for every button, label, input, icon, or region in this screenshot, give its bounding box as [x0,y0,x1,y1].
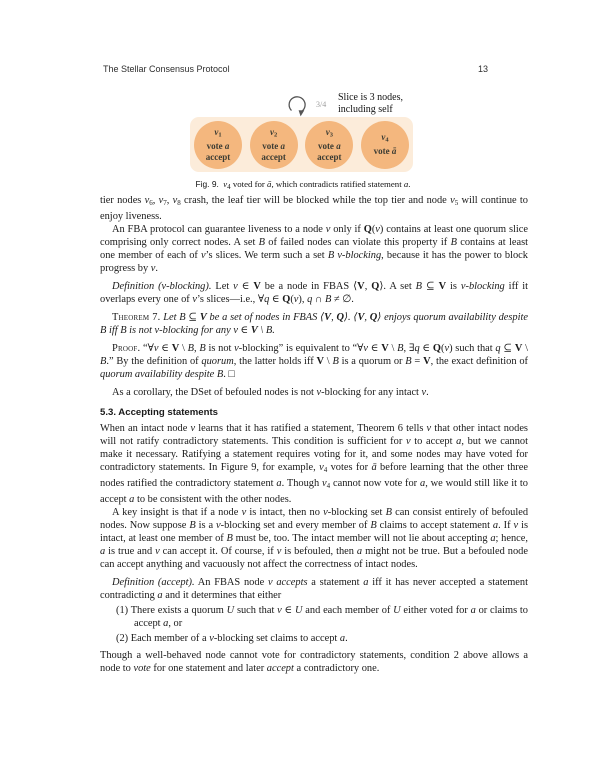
node-state-line: accept [261,151,286,162]
slice-threshold-label: 3/4 [316,100,327,109]
node-state-line: vote ā [373,146,397,157]
list-item-number: (2) [116,633,129,644]
list-item: (2) Each member of a v-blocking set claims to accept a. [116,633,348,644]
node-label: $v_1$ [214,127,222,139]
node-state-line: vote a [206,141,230,151]
validator-node [194,121,242,169]
section-heading: 5.3. Accepting statements [100,407,219,418]
node-state-line: vote a [317,141,341,151]
body-text-column [100,194,528,675]
paragraph: A key insight is that if a node v is intact, then no v-blocking set B can consist entirely of befouled nodes. Now suppose B is a v-blocking set and every member of B claims to accept statement a. If v is intact, at least one member of B must be, too. The intact member will not lie about accepting a; hence, a is true and v can accept it. Of course, if v is befouled, then a might not be true. But a befouled node can accept anything and vacuously not affect the correctness of intact nodes. [100,507,529,570]
validator-node [250,121,298,169]
running-header [103,64,530,76]
paragraph: Proof. “∀v ∈ V \ B, B is not v-blocking” is equivalent to “∀v ∈ V \ B, ∃q ∈ Q(v) such that q ⊆ V \ B.” By the definition of quorum, the latter holds iff V \ B is a quorum or B = V, the exact definition of quorum availability despite B. □ [100,343,528,380]
paragraph: Definition (accept). An FBAS node v accepts a statement a iff it has never accepted a statement contradicting a and it determines that either [100,577,528,601]
node-state-line: accept [317,151,342,162]
paragraph: When an intact node v learns that it has ratified a statement, Theorem 6 tells v that other intact nodes will not ratify contradictory statements. This condition is sufficient for v to accept a, but we cannot make it necessary. Ratifying a statement requires voting for it, and some nodes may have voted for contradictory statements. In Figure 9, for example, $v_4$ votes for ā before learning that the other three nodes ratified the contradictory statement a. Though $v_4$ cannot now vote for a, we would still like it to accept a to be consistent with the other nodes. [100,423,529,505]
node-label: $v_4$ [381,132,389,144]
node-label: $v_3$ [325,127,333,139]
figure-caption-text: $v_4$ voted for ā, which contradicts ratified statement a. [223,179,411,191]
figure-caption-label: Fig. 9. [195,179,219,189]
annotation-line-1: Slice is 3 nodes, [338,92,403,103]
page-number: 13 [478,64,489,74]
validator-node [305,121,353,169]
paragraph: tier nodes $v_6$, $v_7$, $v_8$ crash, the leaf tier will be blocked while the top tier and node $v_5$ will continue to enjoy liveness. [100,195,529,222]
figure-annotation [338,92,403,116]
list-item: (1) There exists a quorum U such that v ∈ U and each member of U either voted for a or claims to accept a, or [116,605,528,629]
list-item-number: (1) [116,605,129,616]
validator-node [361,121,409,169]
paragraph: Theorem 7. Let B ⊆ V be a set of nodes in FBAS ⟨V, Q⟩. ⟨V, Q⟩ enjoys quorum availability despite B iff B is not v-blocking for any v ∈ V \ B. [100,312,529,336]
paragraph: Though a well-behaved node cannot vote for contradictory statements, condition 2 above allows a node to vote for one statement and later accept a contradictory one. [100,650,528,674]
quorum-slice-panel [190,117,413,172]
node-state-line: vote a [262,141,286,151]
node-state-line: accept [205,151,231,162]
paragraph: An FBA protocol can guarantee liveness to a node v only if Q(v) contains at least one quorum slice comprising only correct nodes. A set B of failed nodes can violate this property if B contains at least one member of each of v’s slices. We term such a set B v-blocking, because it has the power to block progress by v. [100,224,529,274]
header-title: The Stellar Consensus Protocol [103,64,230,74]
figure-caption [90,179,516,191]
node-label: $v_2$ [270,127,278,139]
annotation-line-2: including self [338,104,393,115]
paragraph: Definition (v-blocking). Let v ∈ V be a node in FBAS ⟨V, Q⟩. A set B ⊆ V is v-blocking iff it overlaps every one of v’s slices—i.e., ∀q ∈ Q(v), q ∩ B ≠ ∅. [100,281,528,305]
paragraph: As a corollary, the DSet of befouled nodes is not v-blocking for any intact v. [112,387,429,398]
